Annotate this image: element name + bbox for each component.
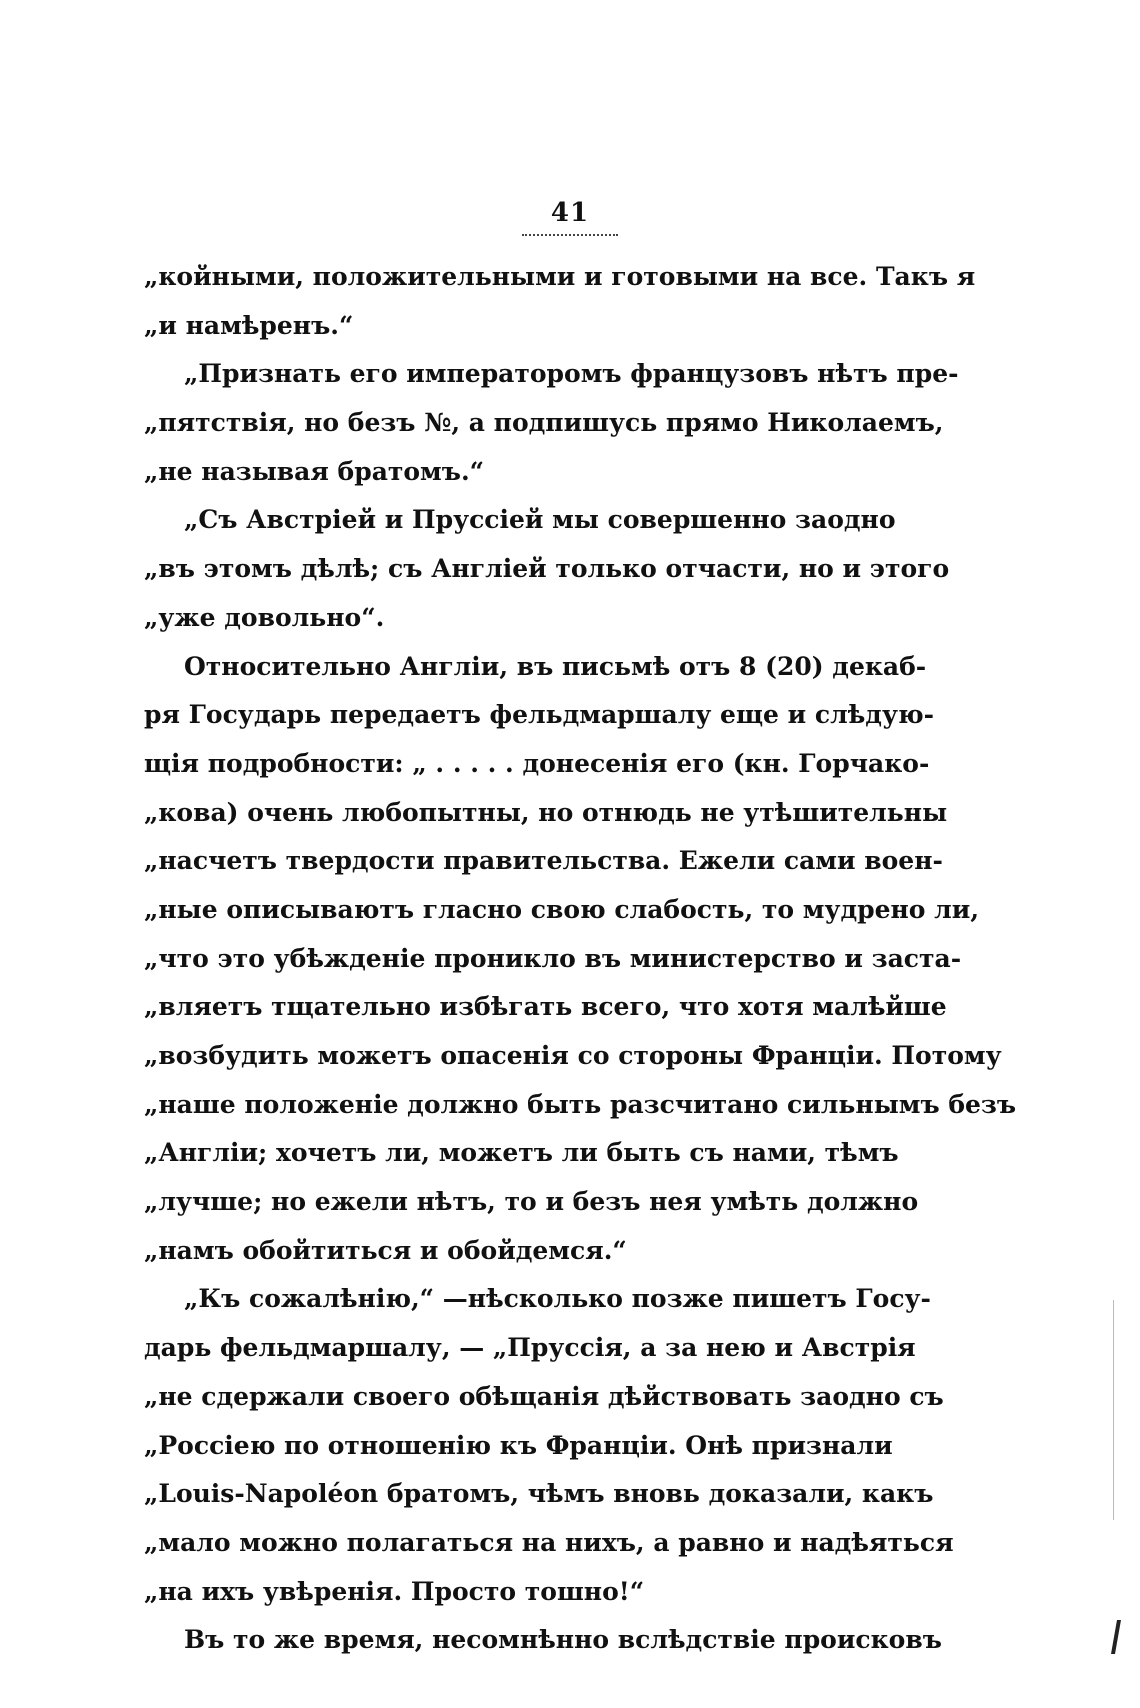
scan-edge-line — [1113, 1300, 1114, 1520]
text-line: „лучше; но ежели нѣтъ, то и безъ нея умѣть должно — [144, 1187, 919, 1217]
text-line: „Англіи; хочетъ ли, можетъ ли быть съ нами, тѣмъ — [144, 1138, 899, 1168]
text-line: „наше положеніе должно быть разсчитано сильнымъ безъ — [144, 1089, 1017, 1119]
text-line: „Съ Австріей и Пруссіей мы совершенно заодно — [184, 505, 896, 535]
text-line: „намъ обойтиться и обойдемся.“ — [144, 1235, 627, 1265]
text-line: „ные описываютъ гласно свою слабость, то мудрено ли, — [144, 894, 980, 924]
text-line: „пятствія, но безъ №, а подпишусь прямо Николаемъ, — [144, 408, 944, 438]
text-line: „возбудить можетъ опасенія со стороны Франціи. Потому — [144, 1041, 1002, 1070]
text-line: „не сдержали своего обѣщанія дѣйствовать заодно съ — [144, 1381, 944, 1411]
text-line: „уже довольно“. — [144, 602, 385, 632]
text-line: „не называя братомъ.“ — [144, 456, 485, 486]
text-line: „въ этомъ дѣлѣ; съ Англіей только отчасти, но и этого — [144, 554, 950, 584]
page-number-text: 41 — [550, 198, 590, 228]
text-line: „Louis-Napoléon братомъ, чѣмъ вновь доказали, какъ — [144, 1479, 934, 1509]
scan-edge-mark — [1111, 1620, 1121, 1654]
text-line: „мало можно полагаться на нихъ, а равно и надѣяться — [144, 1527, 954, 1557]
text-line: дарь фельдмаршалу, — „Пруссія, а за нею и Австрія — [144, 1333, 916, 1363]
text-body — [144, 253, 1017, 1665]
text-line: „что это убѣжденіе проникло въ министерство и заста- — [144, 943, 962, 973]
text-line: Относительно Англіи, въ письмѣ отъ 8 (20) декаб- — [184, 651, 927, 681]
text-line: „насчетъ твердости правительства. Ежели сами воен- — [144, 846, 943, 876]
text-line: „койными, положительными и готовыми на все. Такъ я — [144, 262, 976, 291]
text-line: „кова) очень любопытны, но отнюдь не утѣшительны — [144, 797, 948, 827]
text-line: „Россіею по отношенію къ Франціи. Онѣ признали — [144, 1430, 893, 1460]
text-line: Въ то же время, несомнѣнно вслѣдствіе происковъ — [184, 1625, 942, 1655]
page-number — [0, 198, 1140, 236]
text-line: „вляетъ тщательно избѣгать всего, что хотя малѣйше — [144, 992, 947, 1022]
text-line: „Къ сожалѣнію,“ —нѣсколько позже пишетъ Госу- — [184, 1284, 931, 1314]
text-line: „Признать его императоромъ французовъ нѣтъ пре- — [184, 359, 959, 389]
page-number-ornament — [522, 230, 618, 236]
text-line: „на ихъ увѣренія. Просто тошно!“ — [144, 1576, 645, 1606]
text-line: „и намѣренъ.“ — [144, 310, 354, 340]
text-line: ря Государь передаетъ фельдмаршалу еще и слѣдую- — [144, 700, 934, 730]
text-line: щія подробности: „ . . . . . донесенія его (кн. Горчако- — [144, 748, 930, 778]
